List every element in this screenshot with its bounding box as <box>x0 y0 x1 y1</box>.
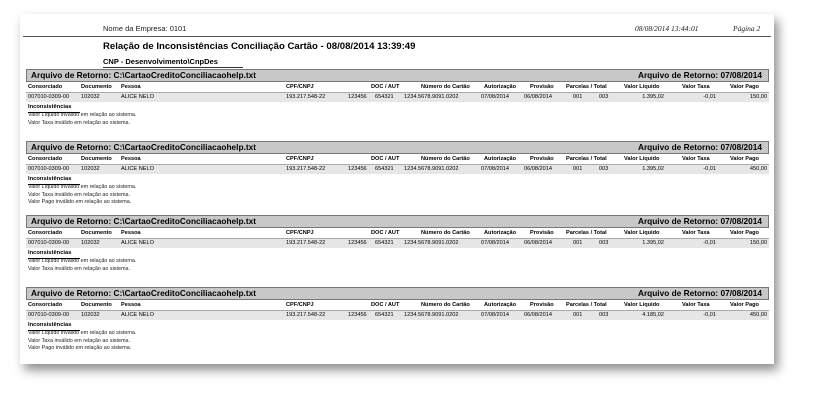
cell-numero-cartao: 1234.5678.9091.0202 <box>404 312 459 318</box>
cell-valor-pago: 450,00 <box>749 166 767 172</box>
column-headers <box>26 300 769 311</box>
return-file-date: Arquivo de Retorno: 07/08/2014 <box>637 142 762 152</box>
return-file-date: Arquivo de Retorno: 07/08/2014 <box>637 70 762 80</box>
header-divider <box>23 36 771 37</box>
column-header-valor-liquido: Valor Líquido <box>624 302 660 308</box>
cell-pessoa: ALICE NELO <box>121 166 154 172</box>
cell-cpf: 193.217.548-22 <box>286 240 326 246</box>
column-header-cpf: CPF/CNPJ <box>286 156 314 162</box>
column-header-provisao: Provisão <box>530 230 554 236</box>
system-underline <box>103 67 243 68</box>
cell-documento: 102032 <box>81 166 100 172</box>
column-header-pessoa: Pessoa <box>121 156 141 162</box>
cell-valor-liquido: 1.395,02 <box>642 94 664 100</box>
cell-valor-taxa: -0,01 <box>703 166 716 172</box>
column-header-consorciado: Consorciado <box>28 302 63 308</box>
cell-valor-taxa: -0,01 <box>703 312 716 318</box>
company-name: Nome da Empresa: 0101 <box>103 24 187 33</box>
cell-doc: 123456 <box>348 166 367 172</box>
inconsistencies-heading <box>26 102 769 112</box>
table-row <box>26 93 769 102</box>
column-header-doc-aut: DOC / AUT <box>371 302 400 308</box>
table-row <box>26 239 769 248</box>
cell-cpf: 193.217.548-22 <box>286 312 326 318</box>
cell-cpf: 193.217.548-22 <box>286 94 326 100</box>
column-header-provisao: Provisão <box>530 156 554 162</box>
system-path: CNP - Desenvolvimento\CnpDes <box>103 57 218 66</box>
column-header-numero-cartao: Número do Cartão <box>421 84 470 90</box>
cell-provisao: 06/08/2014 <box>524 312 552 318</box>
column-header-autorizacao: Autorização <box>484 84 517 90</box>
column-header-valor-taxa: Valor Taxa <box>682 156 710 162</box>
cell-autorizacao: 07/08/2014 <box>481 166 509 172</box>
column-header-valor-liquido: Valor Líquido <box>624 230 660 236</box>
return-file-header <box>26 141 769 154</box>
column-headers <box>26 228 769 239</box>
print-datetime: 08/08/2014 13:44:01 <box>635 24 699 33</box>
column-header-valor-liquido: Valor Líquido <box>624 156 660 162</box>
cell-numero-cartao: 1234.5678.9091.0202 <box>404 240 459 246</box>
cell-documento: 102032 <box>81 312 100 318</box>
cell-valor-taxa: -0,01 <box>703 240 716 246</box>
column-header-doc-aut: DOC / AUT <box>371 230 400 236</box>
page-number: Página 2 <box>733 24 761 33</box>
inconsistency-message: Valor Taxa inválido em relação ao sistema. <box>28 265 130 272</box>
column-header-valor-taxa: Valor Taxa <box>682 230 710 236</box>
cell-documento: 102032 <box>81 240 100 246</box>
cell-valor-liquido: 1.395,02 <box>642 240 664 246</box>
column-header-valor-pago: Valor Pago <box>730 302 759 308</box>
return-file-block <box>26 215 769 273</box>
return-file-block <box>26 69 769 127</box>
column-header-pessoa: Pessoa <box>121 230 141 236</box>
report-title: Relação de Inconsistências Conciliação Cartão - 08/08/2014 13:39:49 <box>103 41 416 52</box>
cell-parcela: 001 <box>573 240 583 246</box>
inconsistency-message: Valor Líquido inválido em relação ao sistema. <box>28 330 137 336</box>
cell-cpf: 193.217.548-22 <box>286 166 326 172</box>
table-row <box>26 165 769 174</box>
return-file-header <box>26 69 769 82</box>
cell-pessoa: ALICE NELO <box>121 94 154 100</box>
return-file-path: Arquivo de Retorno: C:\CartaoCreditoConciliacaohelp.txt <box>31 216 256 226</box>
cell-pessoa: ALICE NELO <box>121 240 154 246</box>
cell-consorciado: 007010-0309-00 <box>28 240 70 246</box>
inconsistency-message: Valor Líquido inválido em relação ao sistema. <box>28 112 137 118</box>
inconsistencies-label: Inconsistências <box>28 174 80 185</box>
cell-provisao: 06/08/2014 <box>524 166 552 172</box>
cell-valor-liquido: 4.185,02 <box>642 312 664 318</box>
cell-doc: 123456 <box>348 312 367 318</box>
cell-doc: 123456 <box>348 240 367 246</box>
return-file-path: Arquivo de Retorno: C:\CartaoCreditoConciliacaohelp.txt <box>31 70 256 80</box>
cell-parcela: 001 <box>573 94 583 100</box>
column-header-consorciado: Consorciado <box>28 230 63 236</box>
column-header-documento: Documento <box>81 84 112 90</box>
cell-provisao: 06/08/2014 <box>524 94 552 100</box>
cell-autorizacao: 07/08/2014 <box>481 240 509 246</box>
column-header-autorizacao: Autorização <box>484 230 517 236</box>
inconsistency-message: Valor Taxa inválido em relação ao sistema. <box>28 191 130 198</box>
column-header-documento: Documento <box>81 302 112 308</box>
cell-parcela: 001 <box>573 312 583 318</box>
column-header-valor-pago: Valor Pago <box>730 230 759 236</box>
cell-aut: 654321 <box>375 94 394 100</box>
column-headers <box>26 82 769 93</box>
return-file-date: Arquivo de Retorno: 07/08/2014 <box>637 216 762 226</box>
column-header-provisao: Provisão <box>530 302 554 308</box>
column-header-valor-taxa: Valor Taxa <box>682 84 710 90</box>
column-header-pessoa: Pessoa <box>121 84 141 90</box>
cell-aut: 654321 <box>375 312 394 318</box>
inconsistencies-heading <box>26 248 769 258</box>
column-header-valor-pago: Valor Pago <box>730 156 759 162</box>
column-header-pessoa: Pessoa <box>121 302 141 308</box>
inconsistency-message: Valor Taxa inválido em relação ao sistema. <box>28 337 130 344</box>
column-header-cpf: CPF/CNPJ <box>286 230 314 236</box>
cell-doc: 123456 <box>348 94 367 100</box>
column-header-provisao: Provisão <box>530 84 554 90</box>
cell-consorciado: 007010-0309-00 <box>28 312 70 318</box>
cell-parcela: 001 <box>573 166 583 172</box>
column-header-doc-aut: DOC / AUT <box>371 156 400 162</box>
inconsistencies-heading <box>26 320 769 330</box>
cell-autorizacao: 07/08/2014 <box>481 94 509 100</box>
table-row <box>26 311 769 320</box>
inconsistency-message: Valor Líquido inválido em relação ao sistema. <box>28 184 137 190</box>
cell-autorizacao: 07/08/2014 <box>481 312 509 318</box>
cell-consorciado: 007010-0309-00 <box>28 166 70 172</box>
cell-total: 003 <box>599 166 609 172</box>
column-header-parcelas: Parcelas / Total <box>566 302 607 308</box>
column-header-parcelas: Parcelas / Total <box>566 84 607 90</box>
cell-total: 003 <box>599 240 609 246</box>
report-page <box>20 14 774 364</box>
column-header-cpf: CPF/CNPJ <box>286 302 314 308</box>
column-header-cpf: CPF/CNPJ <box>286 84 314 90</box>
column-header-numero-cartao: Número do Cartão <box>421 156 470 162</box>
inconsistencies-heading <box>26 174 769 184</box>
return-file-block <box>26 287 769 353</box>
column-header-numero-cartao: Número do Cartão <box>421 302 470 308</box>
cell-valor-pago: 150,00 <box>749 240 767 246</box>
column-header-documento: Documento <box>81 230 112 236</box>
inconsistency-message: Valor Pago inválido em relação ao sistema. <box>28 199 132 205</box>
column-header-valor-taxa: Valor Taxa <box>682 302 710 308</box>
inconsistency-message: Valor Líquido inválido em relação ao sistema. <box>28 258 137 264</box>
column-header-consorciado: Consorciado <box>28 84 63 90</box>
inconsistencies-label: Inconsistências <box>28 248 80 259</box>
column-header-valor-liquido: Valor Líquido <box>624 84 660 90</box>
cell-aut: 654321 <box>375 240 394 246</box>
inconsistencies-label: Inconsistências <box>28 320 80 331</box>
cell-valor-taxa: -0,01 <box>703 94 716 100</box>
column-header-valor-pago: Valor Pago <box>730 84 759 90</box>
cell-numero-cartao: 1234.5678.9091.0202 <box>404 166 459 172</box>
column-headers <box>26 154 769 165</box>
inconsistency-message: Valor Taxa inválido em relação ao sistema. <box>28 119 130 126</box>
column-header-doc-aut: DOC / AUT <box>371 84 400 90</box>
return-file-header <box>26 215 769 228</box>
cell-total: 003 <box>599 94 609 100</box>
cell-total: 003 <box>599 312 609 318</box>
return-file-block <box>26 141 769 207</box>
column-header-parcelas: Parcelas / Total <box>566 156 607 162</box>
cell-numero-cartao: 1234.5678.9091.0202 <box>404 94 459 100</box>
inconsistency-message: Valor Pago inválido em relação ao sistema. <box>28 345 132 351</box>
return-file-path: Arquivo de Retorno: C:\CartaoCreditoConciliacaohelp.txt <box>31 288 256 298</box>
cell-provisao: 06/08/2014 <box>524 240 552 246</box>
cell-valor-pago: 450,00 <box>749 312 767 318</box>
cell-pessoa: ALICE NELO <box>121 312 154 318</box>
return-file-header <box>26 287 769 300</box>
cell-consorciado: 007010-0309-00 <box>28 94 70 100</box>
cell-valor-liquido: 1.395,02 <box>642 166 664 172</box>
column-header-documento: Documento <box>81 156 112 162</box>
cell-documento: 102032 <box>81 94 100 100</box>
return-file-date: Arquivo de Retorno: 07/08/2014 <box>637 288 762 298</box>
cell-valor-pago: 150,00 <box>749 94 767 100</box>
column-header-autorizacao: Autorização <box>484 156 517 162</box>
column-header-parcelas: Parcelas / Total <box>566 230 607 236</box>
inconsistencies-label: Inconsistências <box>28 102 80 113</box>
cell-aut: 654321 <box>375 166 394 172</box>
column-header-numero-cartao: Número do Cartão <box>421 230 470 236</box>
column-header-consorciado: Consorciado <box>28 156 63 162</box>
return-file-path: Arquivo de Retorno: C:\CartaoCreditoConciliacaohelp.txt <box>31 142 256 152</box>
column-header-autorizacao: Autorização <box>484 302 517 308</box>
